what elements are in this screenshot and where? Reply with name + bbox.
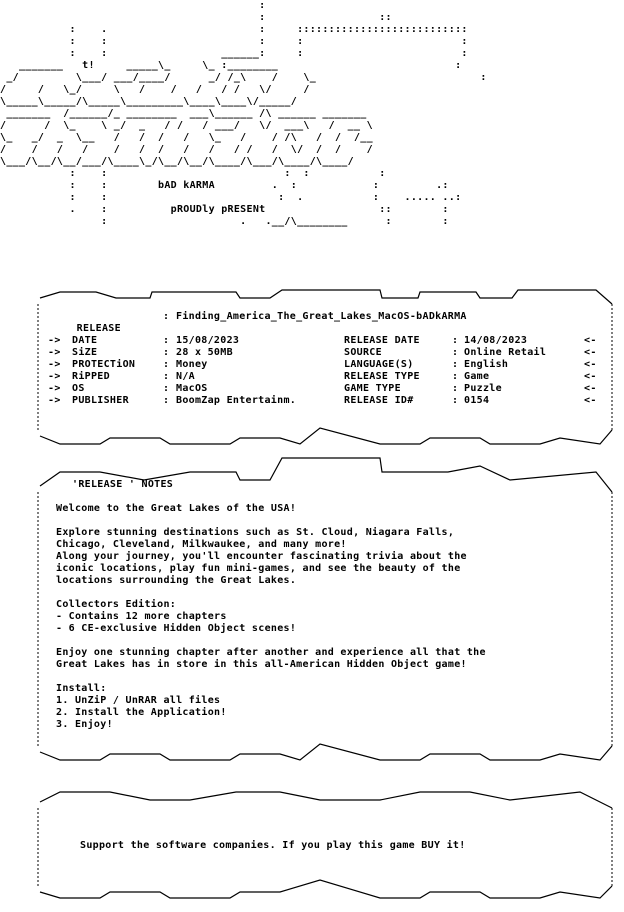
row-arrow-left: ->	[48, 347, 61, 358]
release-row-left-value: BoomZap Entertainm.	[176, 395, 297, 406]
notes-line: Enjoy one stunning chapter after another and experience all that the	[56, 647, 486, 658]
row-sep: :	[163, 359, 170, 370]
notes-line: locations surrounding the Great Lakes.	[56, 575, 297, 586]
release-row-left-label: OS	[72, 383, 85, 394]
notes-line: Collectors Edition:	[56, 599, 177, 610]
release-row-right-value: 14/08/2023	[464, 335, 528, 346]
row-sep: :	[452, 359, 459, 370]
row-arrow-right: <-	[584, 383, 597, 394]
row-arrow-right: <-	[584, 335, 597, 346]
row-arrow-left: ->	[48, 359, 61, 370]
notes-line: Great Lakes has in store in this all-American Hidden Object game!	[56, 659, 467, 670]
release-row-right-value: English	[464, 359, 509, 370]
release-row-left-label: RiPPED	[72, 371, 110, 382]
notes-line: iconic locations, play fun mini-games, and see the beauty of the	[56, 563, 461, 574]
release-row-right-value: 0154	[464, 395, 490, 406]
row-sep: :	[163, 347, 170, 358]
release-row-left-value: MacOS	[176, 383, 208, 394]
support-text: Support the software companies. If you play this game BUY it!	[80, 840, 466, 851]
notes-line: - 6 CE-exclusive Hidden Object scenes!	[56, 623, 297, 634]
release-row-left-value: 28 x 50MB	[176, 347, 233, 358]
notes-line: Install:	[56, 683, 107, 694]
notes-line: 1. UnZiP / UnRAR all files	[56, 695, 221, 706]
row-arrow-left: ->	[48, 383, 61, 394]
release-row-left-label: PROTECTiON	[72, 359, 136, 370]
notes-line: 3. Enjoy!	[56, 719, 113, 730]
notes-line: Chicago, Cleveland, Milkwaukee, and many more!	[56, 539, 347, 550]
row-sep: :	[163, 371, 170, 382]
release-row-left-label: SiZE	[72, 347, 98, 358]
ascii-logo-art: : : :: : . : ::::::::::::::::::::::::::: : : : : : : : ______: : : _______ t! _____\_ \_ :________ : _/ \___/ ___/____/ _/ /_\ / \_ : / / \_/ \ / / / / / \/ / \_____\_____/\_____\_________\____\____\/_____/ _______ /______/_ ________ ___\______ /\ ______ _______ / / \_ \ _/ _ / / / ___/ \/ ___\ / __ \ \_ _/ _ \__ / / / / \_ / / /\ / / /__ / / / / / / / / / / / / \/ / / / \___/\__/\__/___/\____\_/\__/\__/\____/\___/\____/\____/ : : : : : : : bAD kARMA . : : .: : : : . : ..... ..: . : pROUDly pRESENt :: : : . .__/\________ : :	[0, 0, 487, 227]
release-row-right-value: Puzzle	[464, 383, 502, 394]
release-row-left-value: 15/08/2023	[176, 335, 240, 346]
row-arrow-left: ->	[48, 395, 61, 406]
row-arrow-right: <-	[584, 395, 597, 406]
release-row-right-label: SOURCE	[344, 347, 382, 358]
row-arrow-left: ->	[48, 335, 61, 346]
notes-heading: 'RELEASE ' NOTES	[72, 479, 174, 490]
release-title-value: Finding_America_The_Great_Lakes_MacOS-bADkARMA	[176, 311, 467, 322]
row-arrow-left: ->	[48, 371, 61, 382]
row-sep: :	[163, 335, 170, 346]
row-sep: :	[163, 383, 170, 394]
notes-line: Along your journey, you'll encounter fascinating trivia about the	[56, 551, 467, 562]
release-row-right-value: Game	[464, 371, 490, 382]
row-sep: :	[452, 335, 459, 346]
release-title-sep: :	[163, 311, 170, 322]
release-row-right-label: GAME TYPE	[344, 383, 401, 394]
row-arrow-right: <-	[584, 371, 597, 382]
release-title-row	[64, 311, 121, 335]
notes-line: - Contains 12 more chapters	[56, 611, 227, 622]
row-arrow-right: <-	[584, 359, 597, 370]
notes-line: 2. Install the Application!	[56, 707, 227, 718]
release-row-left-value: Money	[176, 359, 208, 370]
row-arrow-right: <-	[584, 347, 597, 358]
release-title-label: RELEASE	[76, 323, 121, 334]
release-row-right-label: RELEASE TYPE	[344, 371, 420, 382]
row-sep: :	[452, 347, 459, 358]
release-row-right-label: LANGUAGE(S)	[344, 359, 414, 370]
row-sep: :	[452, 395, 459, 406]
release-row-right-label: RELEASE DATE	[344, 335, 420, 346]
release-row-left-value: N/A	[176, 371, 195, 382]
row-sep: :	[452, 383, 459, 394]
notes-line: Explore stunning destinations such as St. Cloud, Niagara Falls,	[56, 527, 455, 538]
row-sep: :	[163, 395, 170, 406]
release-row-right-label: RELEASE ID#	[344, 395, 414, 406]
release-row-right-value: Online Retail	[464, 347, 547, 358]
notes-line: Welcome to the Great Lakes of the USA!	[56, 503, 297, 514]
release-row-left-label: DATE	[72, 335, 98, 346]
release-row-left-label: PUBLISHER	[72, 395, 129, 406]
row-sep: :	[452, 371, 459, 382]
